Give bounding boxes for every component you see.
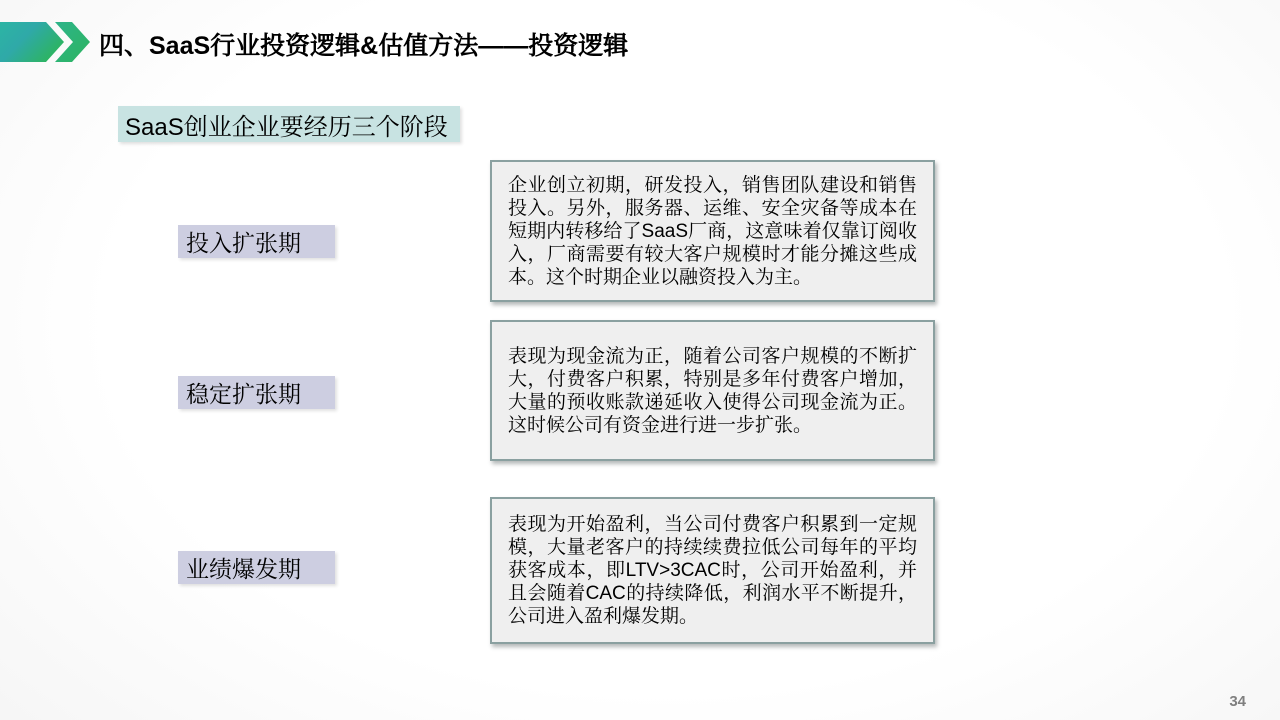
stage-description-text: 表现为现金流为正，随着公司客户规模的不断扩大，付费客户积累，特别是多年付费客户增加，大量的预收账款递延收入使得公司现金流为正。这时候公司有资金进行进一步扩张。 bbox=[508, 345, 917, 436]
section-title-badge bbox=[118, 106, 460, 142]
stage-label-text: 稳定扩张期 bbox=[186, 381, 301, 407]
stage-description-box-3 bbox=[490, 497, 935, 644]
stage-description-box-2 bbox=[490, 320, 935, 461]
double-chevron-arrow-icon bbox=[0, 20, 92, 64]
stage-description-text: 企业创立初期，研发投入，销售团队建设和销售投入。另外，服务器、运维、安全灾备等成本在短期内转移给了SaaS厂商，这意味着仅靠订阅收入，厂商需要有较大客户规模时才能分摊这些成本。这个时期企业以融资投入为主。 bbox=[508, 174, 917, 288]
stage-description-box-1 bbox=[490, 160, 935, 302]
section-title-text: SaaS创业企业要经历三个阶段 bbox=[125, 113, 448, 141]
stage-label-investment-expansion bbox=[178, 225, 335, 258]
stage-label-text: 投入扩张期 bbox=[186, 230, 301, 256]
page-title: 四、SaaS行业投资逻辑&估值方法——投资逻辑 bbox=[99, 32, 629, 60]
stage-label-text: 业绩爆发期 bbox=[186, 556, 301, 582]
stage-label-performance-explosion bbox=[178, 551, 335, 584]
stage-label-stable-expansion bbox=[178, 376, 335, 409]
stage-description-text: 表现为开始盈利，当公司付费客户积累到一定规模，大量老客户的持续续费拉低公司每年的平均获客成本，即LTV>3CAC时，公司开始盈利，并且会随着CAC的持续降低，利润水平不断提升，公司进入盈利爆发期。 bbox=[508, 514, 917, 627]
page-number: 34 bbox=[1229, 693, 1246, 710]
